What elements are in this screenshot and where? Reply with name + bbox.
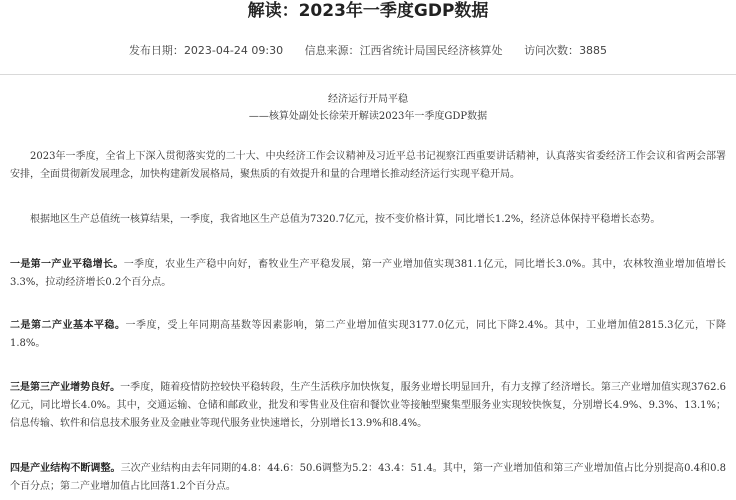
paragraph-body: 一季度，随着疫情防控较快平稳转段，生产生活秩序加快恢复，服务业增长明显回升，有力支撑了经济增长。第三产业增加值实现3762.6亿元，同比增长4.0%。其中，交通运输、仓储和邮政业，批发和零售业及住宿和餐饮业等接触型聚集型服务业实现较快恢复，分别增长4.9%、9.3%、13.1%；信息传输、软件和信息技术服务业及金融业等现代服务业快速增长，分别增长13.9%和8.4%。: [10, 382, 726, 429]
view-count-value: 3885: [579, 44, 608, 57]
paragraph-industry-structure: [10, 460, 726, 496]
view-count-label: 访问次数：: [524, 44, 580, 57]
article-byline: ——核算处副处长徐荣开解读2023年一季度GDP数据: [248, 111, 488, 122]
paragraph-secondary-industry: [10, 317, 726, 353]
publish-date: [129, 44, 283, 57]
info-source: [305, 44, 503, 57]
paragraph-body: 三次产业结构由去年同期的4.8：44.6：50.6调整为5.2：43.4：51.4。其中，第一产业增加值和第三产业增加值占比分别提高0.4和0.8个百分点；第二产业增加值占比回落1.2个百分点。: [10, 463, 726, 492]
paragraph-lead: 一是第一产业平稳增长。: [10, 259, 124, 270]
paragraph-body: 一季度，农业生产稳中向好，畜牧业生产平稳发展，第一产业增加值实现381.1亿元，同比增长3.0%。其中，农林牧渔业增加值增长3.3%，拉动经济增长0.2个百分点。: [10, 259, 726, 288]
article-subtitle: 经济运行开局平稳: [328, 94, 408, 105]
paragraph-primary-industry: [10, 256, 726, 292]
view-count: [524, 44, 607, 57]
paragraph-intro: 2023年一季度，全省上下深入贯彻落实党的二十大、中央经济工作会议精神及习近平总书记视察江西重要讲话精神，认真落实省委经济工作会议和省两会部署安排，全面贯彻新发展理念，加快构建新发展格局，聚焦质的有效提升和量的合理增长推动经济运行实现平稳开局。: [10, 151, 726, 180]
paragraph-lead: 三是第三产业增势良好。: [10, 382, 121, 393]
paragraph-lead: 二是第二产业基本平稳。: [10, 320, 126, 331]
paragraph-body: 一季度，受上年同期高基数等因素影响，第二产业增加值实现3177.0亿元，同比下降2.4%。其中，工业增加值2815.3亿元，下降1.8%。: [10, 320, 727, 349]
article-meta: [0, 43, 736, 59]
paragraph-tertiary-industry: [10, 379, 726, 433]
article-title: 解读：2023年一季度GDP数据: [247, 1, 489, 21]
header-divider: [0, 74, 736, 75]
paragraph-gdp-total: 根据地区生产总值统一核算结果，一季度，我省地区生产总值为7320.7亿元，按不变价格计算，同比增长1.2%，经济总体保持平稳增长态势。: [30, 214, 661, 225]
publish-date-value: 2023-04-24 09:30: [183, 44, 284, 57]
paragraph-lead: 四是产业结构不断调整。: [10, 463, 121, 474]
info-source-value: 江西省统计局国民经济核算处: [359, 44, 503, 57]
publish-date-label: 发布日期：: [128, 44, 184, 57]
info-source-label: 信息来源：: [304, 44, 360, 57]
